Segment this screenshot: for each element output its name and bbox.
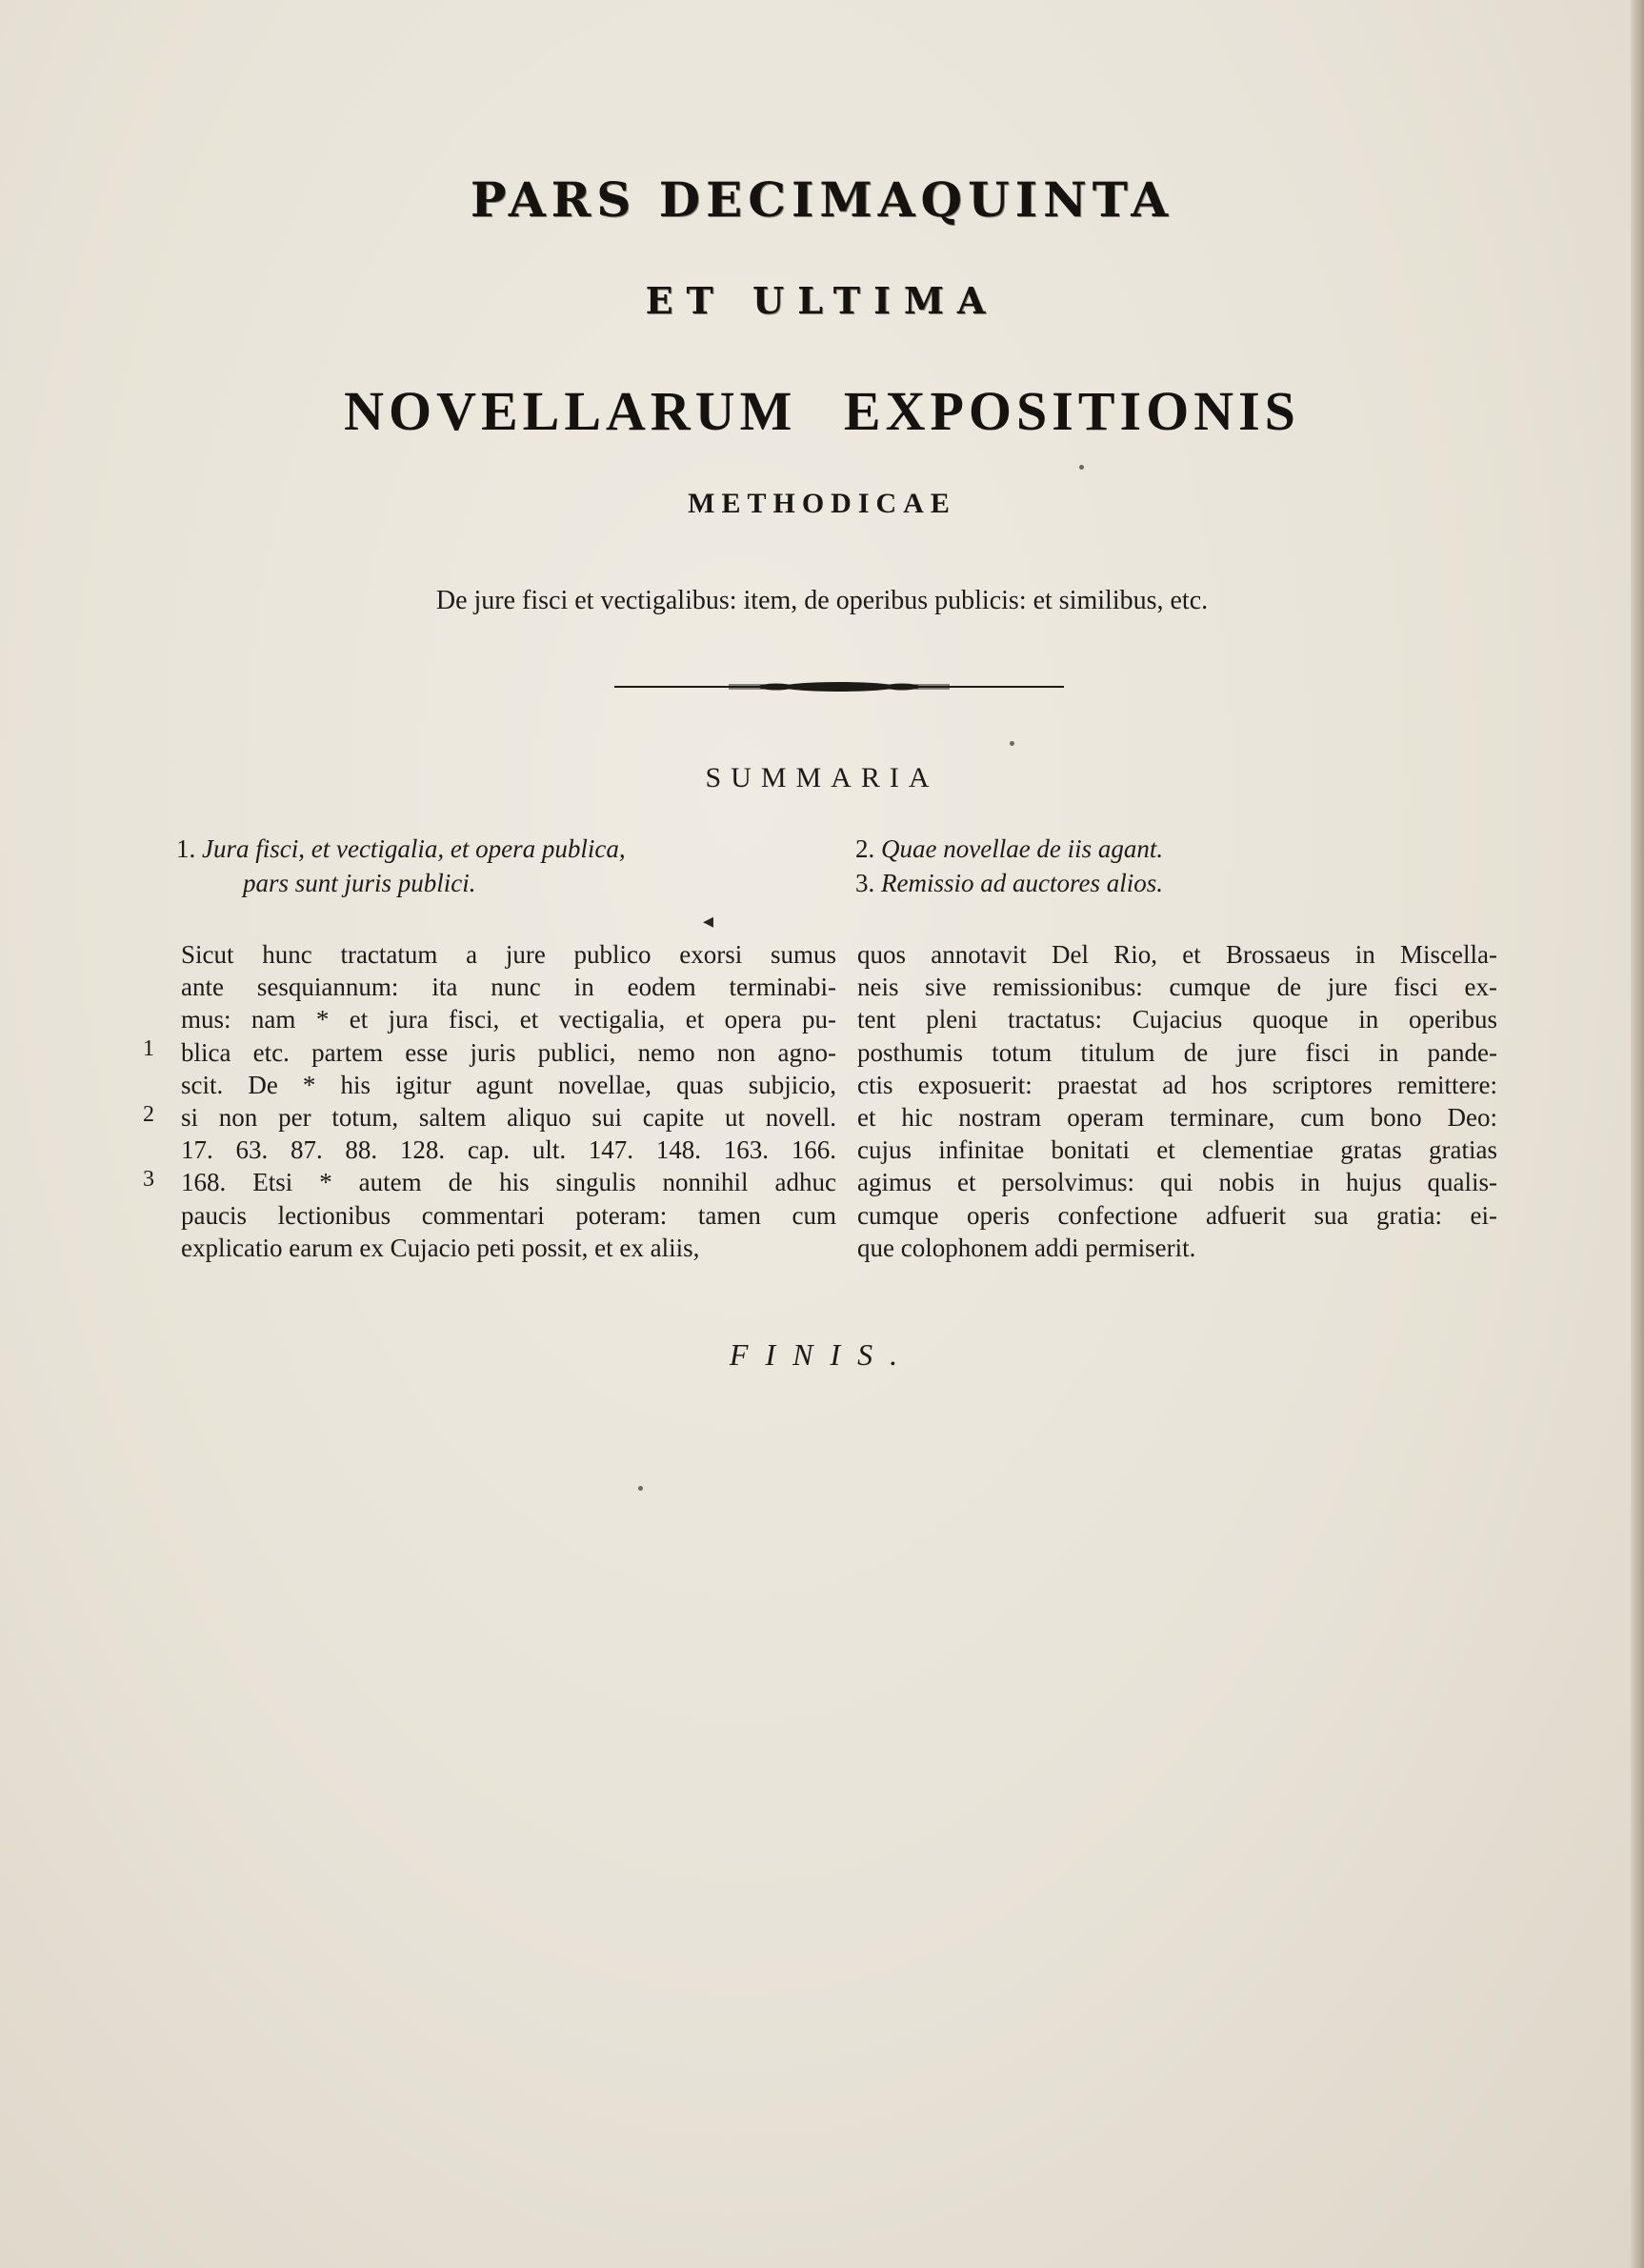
- body-text-line: quos annotavit Del Rio, et Brossaeus in Miscella-: [857, 940, 1497, 969]
- body-text-line: cumque operis confectione adfuerit sua gratia: ei-: [857, 1200, 1497, 1230]
- print-speck: [638, 1486, 643, 1491]
- body-text-line: Sicut hunc tractatum a jure publico exorsi sumus: [181, 940, 836, 969]
- page-edge: [1631, 0, 1644, 2268]
- ornamental-rule: [614, 679, 1064, 694]
- body-text-line: 168. Etsi * autem de his singulis nonnihil adhuc: [181, 1168, 836, 1197]
- summary-item-text: Remissio ad auctores alios.: [881, 869, 1163, 897]
- body-text-line: ctis exposuerit: praestat ad hos scriptores remittere:: [857, 1070, 1497, 1099]
- print-speck: [1079, 465, 1084, 470]
- body-text-line: cujus infinitae bonitati et clementiae gratas gratias: [857, 1135, 1497, 1165]
- summary-item-1: [176, 832, 833, 900]
- summary-right-column: [855, 832, 1427, 900]
- body-text-line: posthumis totum titulum de jure fisci in pande-: [857, 1037, 1497, 1067]
- printer-mark: ◂: [703, 910, 714, 933]
- summary-item-3: [855, 866, 1427, 900]
- body-text-line: paucis lectionibus commentari poteram: tamen cum: [181, 1200, 836, 1230]
- body-text-line: que colophonem addi permiserit.: [857, 1233, 1196, 1262]
- body-text-line: blica etc. partem esse juris publici, nemo non agno-: [181, 1037, 836, 1067]
- summary-item-number: 3.: [855, 869, 875, 897]
- body-text-line: scit. De * his igitur agunt novellae, quas subjicio,: [181, 1070, 836, 1099]
- body-text-line: mus: nam * et jura fisci, et vectigalia, et opera pu-: [181, 1005, 836, 1034]
- print-speck: [1010, 741, 1014, 746]
- summary-item-2: [855, 832, 1427, 866]
- summaria-heading: SUMMARIA: [705, 762, 939, 793]
- margin-number: 2: [143, 1102, 154, 1127]
- margin-number: 3: [143, 1167, 154, 1192]
- title-methodicae: METHODICAE: [688, 488, 956, 519]
- body-text-line: ante sesquiannum: ita nunc in eodem terminabi-: [181, 973, 836, 1002]
- summary-item-number: 2.: [855, 834, 875, 863]
- title-novellarum-expositionis: NOVELLARUM EXPOSITIONIS: [344, 380, 1300, 442]
- body-text-line: neis sive remissionibus: cumque de jure fisci ex-: [857, 973, 1497, 1002]
- body-text-line: 17. 63. 87. 88. 128. cap. ult. 147. 148. 163. 166.: [181, 1135, 836, 1165]
- body-text-line: tent pleni tractatus: Cujacius quoque in operibus: [857, 1005, 1497, 1034]
- subtitle: De jure fisci et vectigalibus: item, de operibus publicis: et similibus, etc.: [435, 586, 1209, 615]
- summary-item-text-continued: pars sunt juris publici.: [243, 869, 476, 897]
- body-text-line: agimus et persolvimus: qui nobis in hujus qualis-: [857, 1168, 1497, 1197]
- body-text-line: et hic nostram operam terminare, cum bono Deo:: [857, 1103, 1497, 1133]
- body-column-right: [857, 938, 1497, 1264]
- summary-item-text: Jura fisci, et vectigalia, et opera publica,: [202, 834, 626, 863]
- body-text-line: explicatio earum ex Cujacio peti possit, et ex aliis,: [181, 1233, 700, 1262]
- title-pars-decimaquinta: PARS DECIMAQUINTA: [470, 171, 1174, 228]
- summary-item-text: Quae novellae de iis agant.: [881, 834, 1164, 863]
- finis: FINIS.: [729, 1337, 915, 1372]
- summary-item-number: 1.: [176, 834, 196, 863]
- margin-number: 1: [143, 1036, 154, 1061]
- title-et-ultima: ET ULTIMA: [645, 279, 999, 322]
- body-column-left: [181, 938, 836, 1264]
- body-text-line: si non per totum, saltem aliquo sui capite ut novell.: [181, 1103, 836, 1133]
